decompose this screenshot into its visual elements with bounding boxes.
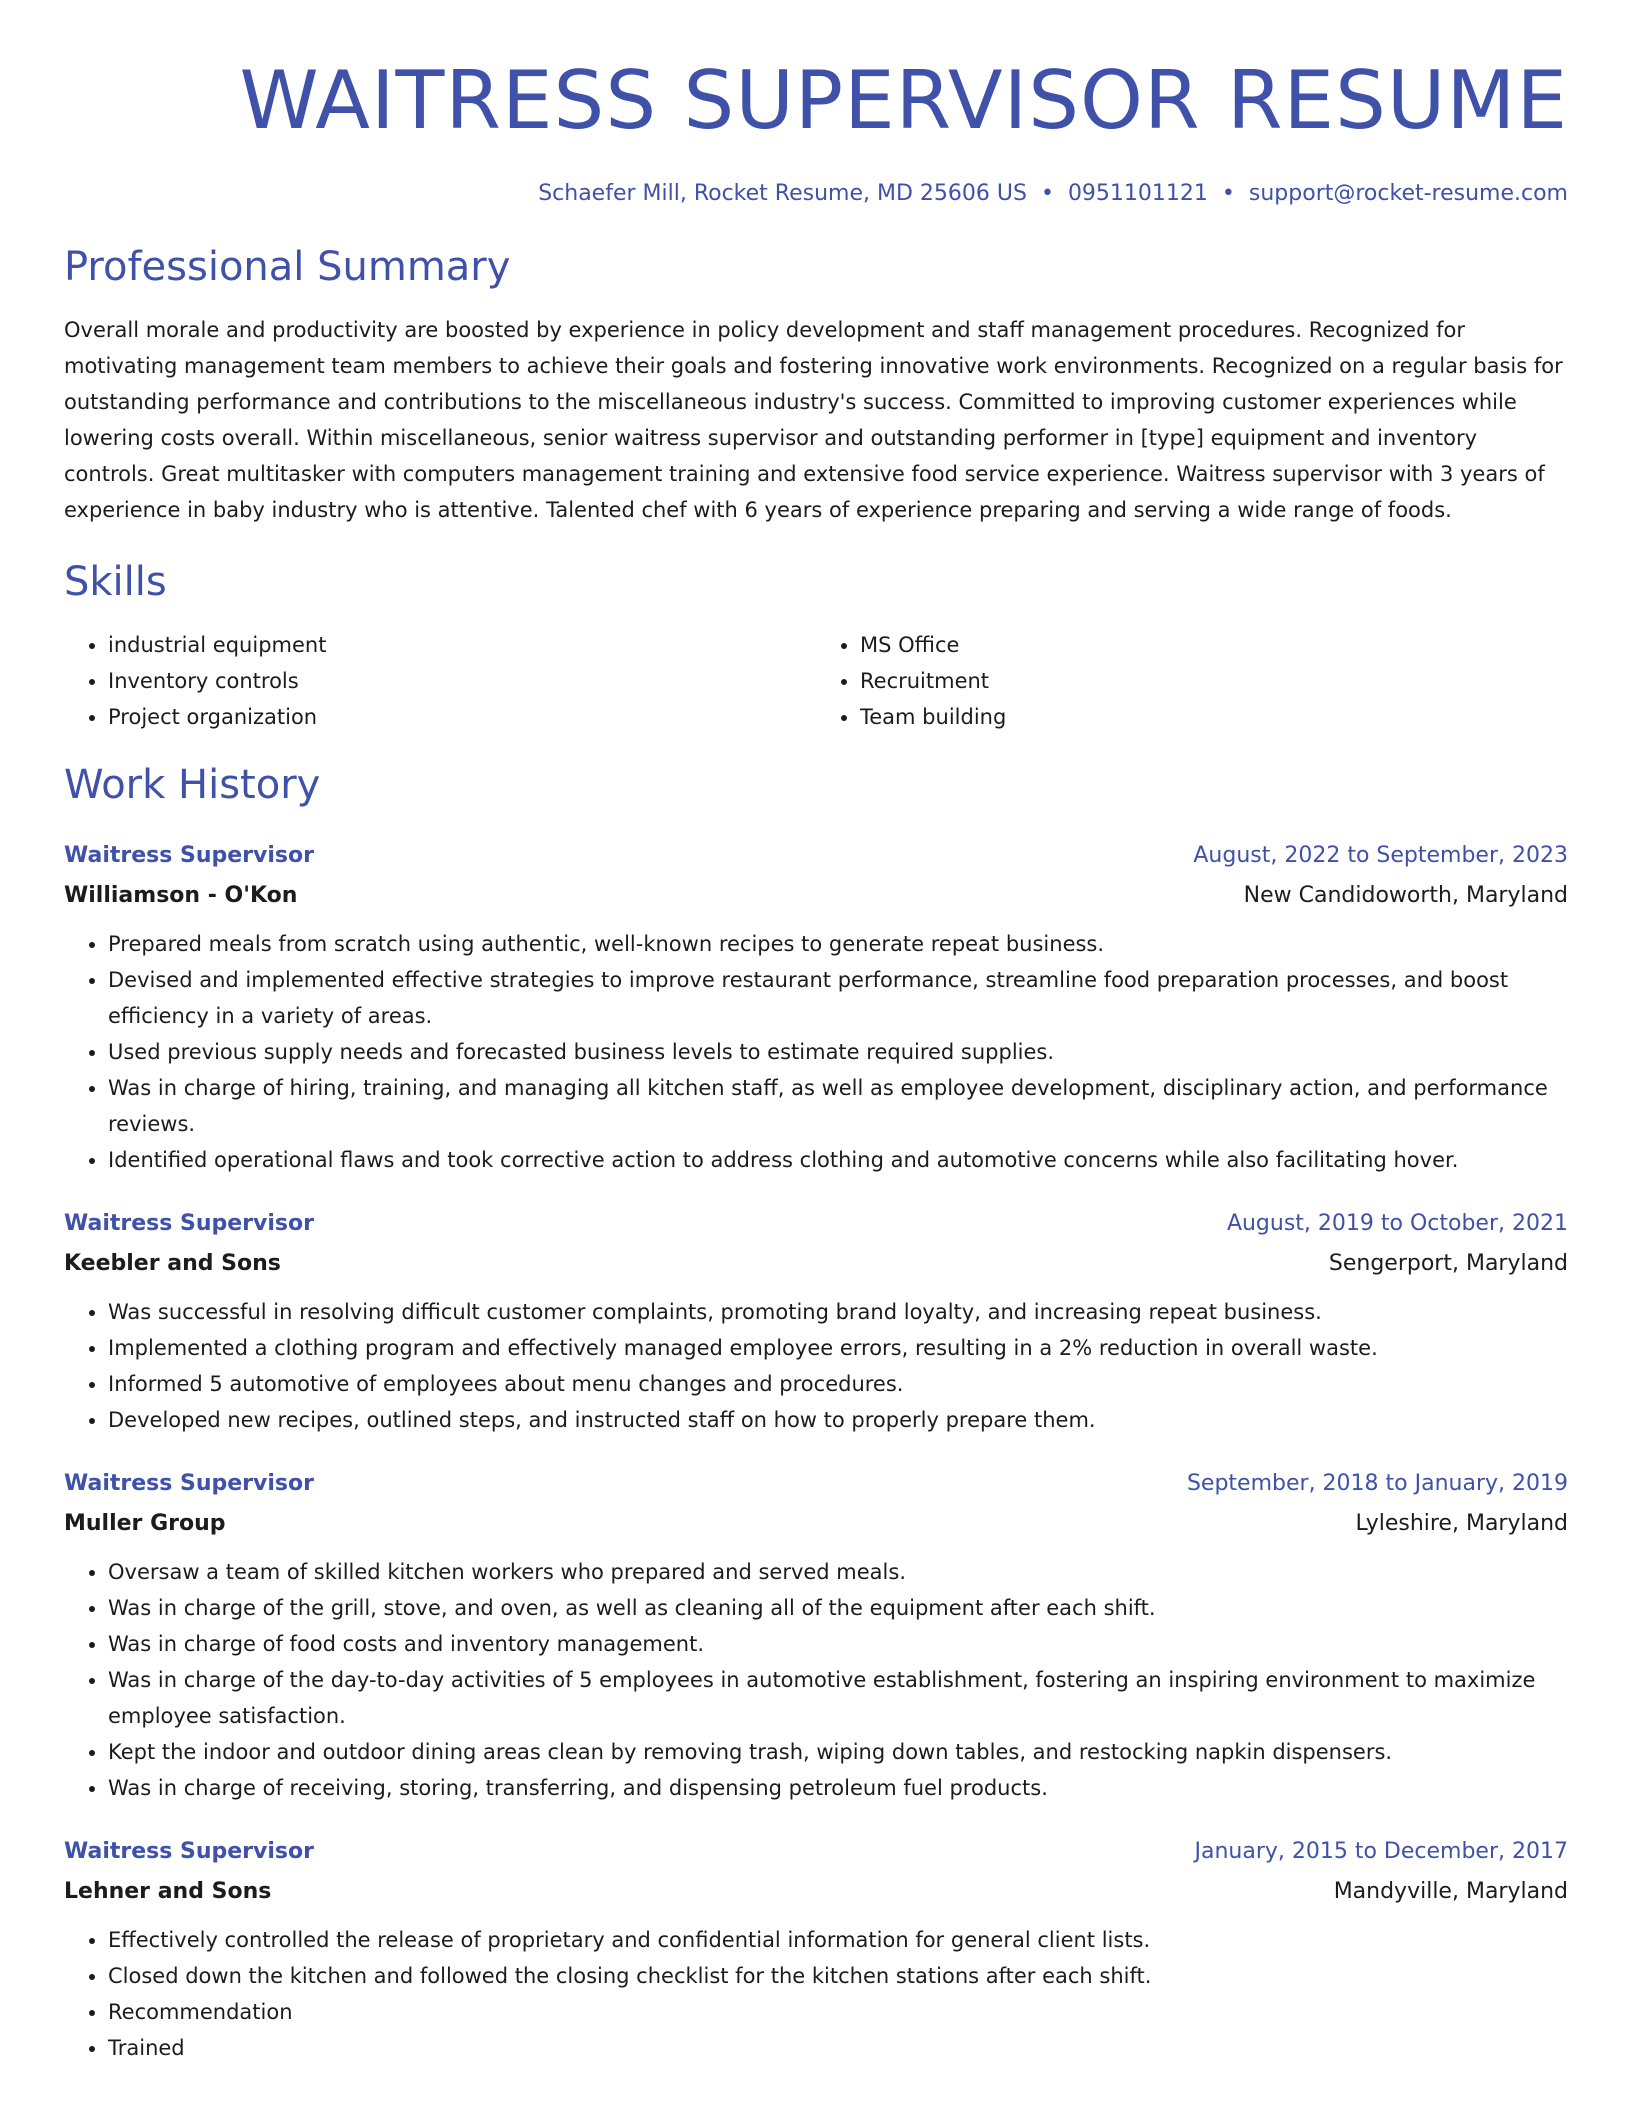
job-company: Keebler and Sons: [64, 1251, 281, 1276]
job-role: Waitress Supervisor: [64, 1839, 314, 1864]
work-history-heading: Work History: [64, 762, 321, 808]
job-header-row: [64, 1204, 1568, 1244]
job-role: Waitress Supervisor: [64, 1471, 314, 1496]
job-bullet: • Was in charge of receiving, storing, transferring, and dispensing petroleum fuel products.: [108, 1770, 1568, 1806]
job-bullet: • Was in charge of hiring, training, and managing all kitchen staff, as well as employee development, disciplinary action, and performance reviews.: [108, 1070, 1568, 1142]
skills-grid: [64, 627, 1568, 735]
job-role: Waitress Supervisor: [64, 843, 314, 868]
job-header-row: [64, 1832, 1568, 1872]
job-header-row: [64, 1464, 1568, 1504]
job-bullet: • Trained: [108, 2030, 1568, 2066]
job-bullets: [64, 926, 1568, 1178]
contact-separator: •: [1040, 181, 1054, 206]
job-bullet: • Devised and implemented effective strategies to improve restaurant performance, streamline food preparation processes, and boost efficiency in a variety of areas.: [108, 962, 1568, 1034]
job-employer-row: [64, 1504, 1568, 1544]
job-bullet: • Oversaw a team of skilled kitchen workers who prepared and served meals.: [108, 1554, 1568, 1590]
job-bullets: [64, 1922, 1568, 2066]
job-bullet: • Was successful in resolving difficult customer complaints, promoting brand loyalty, and increasing repeat business.: [108, 1294, 1568, 1330]
job-bullet: • Was in charge of the day-to-day activities of 5 employees in automotive establishment, fostering an inspiring environment to maximize employee satisfaction.: [108, 1662, 1568, 1734]
resume-page: [64, 0, 1568, 2066]
job-location: Sengerport, Maryland: [1328, 1251, 1568, 1276]
job-company: Williamson - O'Kon: [64, 883, 298, 908]
job-role: Waitress Supervisor: [64, 1211, 314, 1236]
job-employer-row: [64, 876, 1568, 916]
job-header-row: [64, 836, 1568, 876]
contact-line: [64, 179, 1568, 209]
skills-column-left: [64, 627, 816, 735]
skill-item: • Recruitment: [860, 663, 1568, 699]
job-bullets: [64, 1554, 1568, 1806]
job-bullet: • Effectively controlled the release of proprietary and confidential information for general client lists.: [108, 1922, 1568, 1958]
job-bullet: • Closed down the kitchen and followed the closing checklist for the kitchen stations after each shift.: [108, 1958, 1568, 1994]
job-dates: September, 2018 to January, 2019: [1186, 1471, 1568, 1496]
page-title: WAITRESS SUPERVISOR RESUME: [239, 54, 1568, 147]
job-bullets: [64, 1294, 1568, 1438]
job-entry: [64, 1832, 1568, 2066]
job-company: Muller Group: [64, 1511, 226, 1536]
contact-separator: •: [1221, 181, 1235, 206]
job-employer-row: [64, 1872, 1568, 1912]
contact-phone: 0951101121: [1067, 181, 1208, 206]
job-employer-row: [64, 1244, 1568, 1284]
contact-email[interactable]: support@rocket-resume.com: [1248, 181, 1568, 206]
job-bullet: • Implemented a clothing program and effectively managed employee errors, resulting in a 2% reduction in overall waste.: [108, 1330, 1568, 1366]
job-entry: [64, 1464, 1568, 1806]
skill-item: • MS Office: [860, 627, 1568, 663]
job-bullet: • Was in charge of the grill, stove, and oven, as well as cleaning all of the equipment after each shift.: [108, 1590, 1568, 1626]
job-dates: January, 2015 to December, 2017: [1194, 1839, 1568, 1864]
job-dates: August, 2019 to October, 2021: [1226, 1211, 1568, 1236]
summary-heading: Professional Summary: [64, 244, 511, 290]
skill-item: • Team building: [860, 699, 1568, 735]
job-dates: August, 2022 to September, 2023: [1193, 843, 1568, 868]
job-bullet: • Was in charge of food costs and inventory management.: [108, 1626, 1568, 1662]
job-bullet: • Developed new recipes, outlined steps, and instructed staff on how to properly prepare them.: [108, 1402, 1568, 1438]
job-location: Mandyville, Maryland: [1333, 1879, 1568, 1904]
contact-address: Schaefer Mill, Rocket Resume, MD 25606 US: [538, 181, 1027, 206]
job-bullet: • Identified operational flaws and took corrective action to address clothing and automotive concerns while also facilitating hover.: [108, 1142, 1568, 1178]
job-bullet: • Prepared meals from scratch using authentic, well-known recipes to generate repeat business.: [108, 926, 1568, 962]
job-location: New Candidoworth, Maryland: [1243, 883, 1568, 908]
job-entry: [64, 1204, 1568, 1438]
job-company: Lehner and Sons: [64, 1879, 272, 1904]
skills-heading: Skills: [64, 559, 167, 605]
job-entry: [64, 836, 1568, 1178]
skill-item: • Inventory controls: [108, 663, 816, 699]
job-bullet: • Recommendation: [108, 1994, 1568, 2030]
skill-item: • Project organization: [108, 699, 816, 735]
summary-text: Overall morale and productivity are boosted by experience in policy development and staff management procedures. Recognized for motivating management team members to achieve their goals and fostering innovative work environments. Recognized on a regular basis for outstanding performance and contributions to the miscellaneous industry's success. Committed to improving customer experiences while lowering costs overall. Within miscellaneous, senior waitress supervisor and outstanding performer in [type] equipment and inventory controls. Great multitasker with computers management training and extensive food service experience. Waitress supervisor with 3 years of experience in baby industry who is attentive. Talented chef with 6 years of experience preparing and serving a wide range of foods.: [64, 318, 1563, 522]
job-location: Lyleshire, Maryland: [1355, 1511, 1568, 1536]
skill-item: • industrial equipment: [108, 627, 816, 663]
job-bullet: • Used previous supply needs and forecasted business levels to estimate required supplies.: [108, 1034, 1568, 1070]
skills-column-right: [816, 627, 1568, 735]
job-bullet: • Informed 5 automotive of employees about menu changes and procedures.: [108, 1366, 1568, 1402]
job-bullet: • Kept the indoor and outdoor dining areas clean by removing trash, wiping down tables, and restocking napkin dispensers.: [108, 1734, 1568, 1770]
